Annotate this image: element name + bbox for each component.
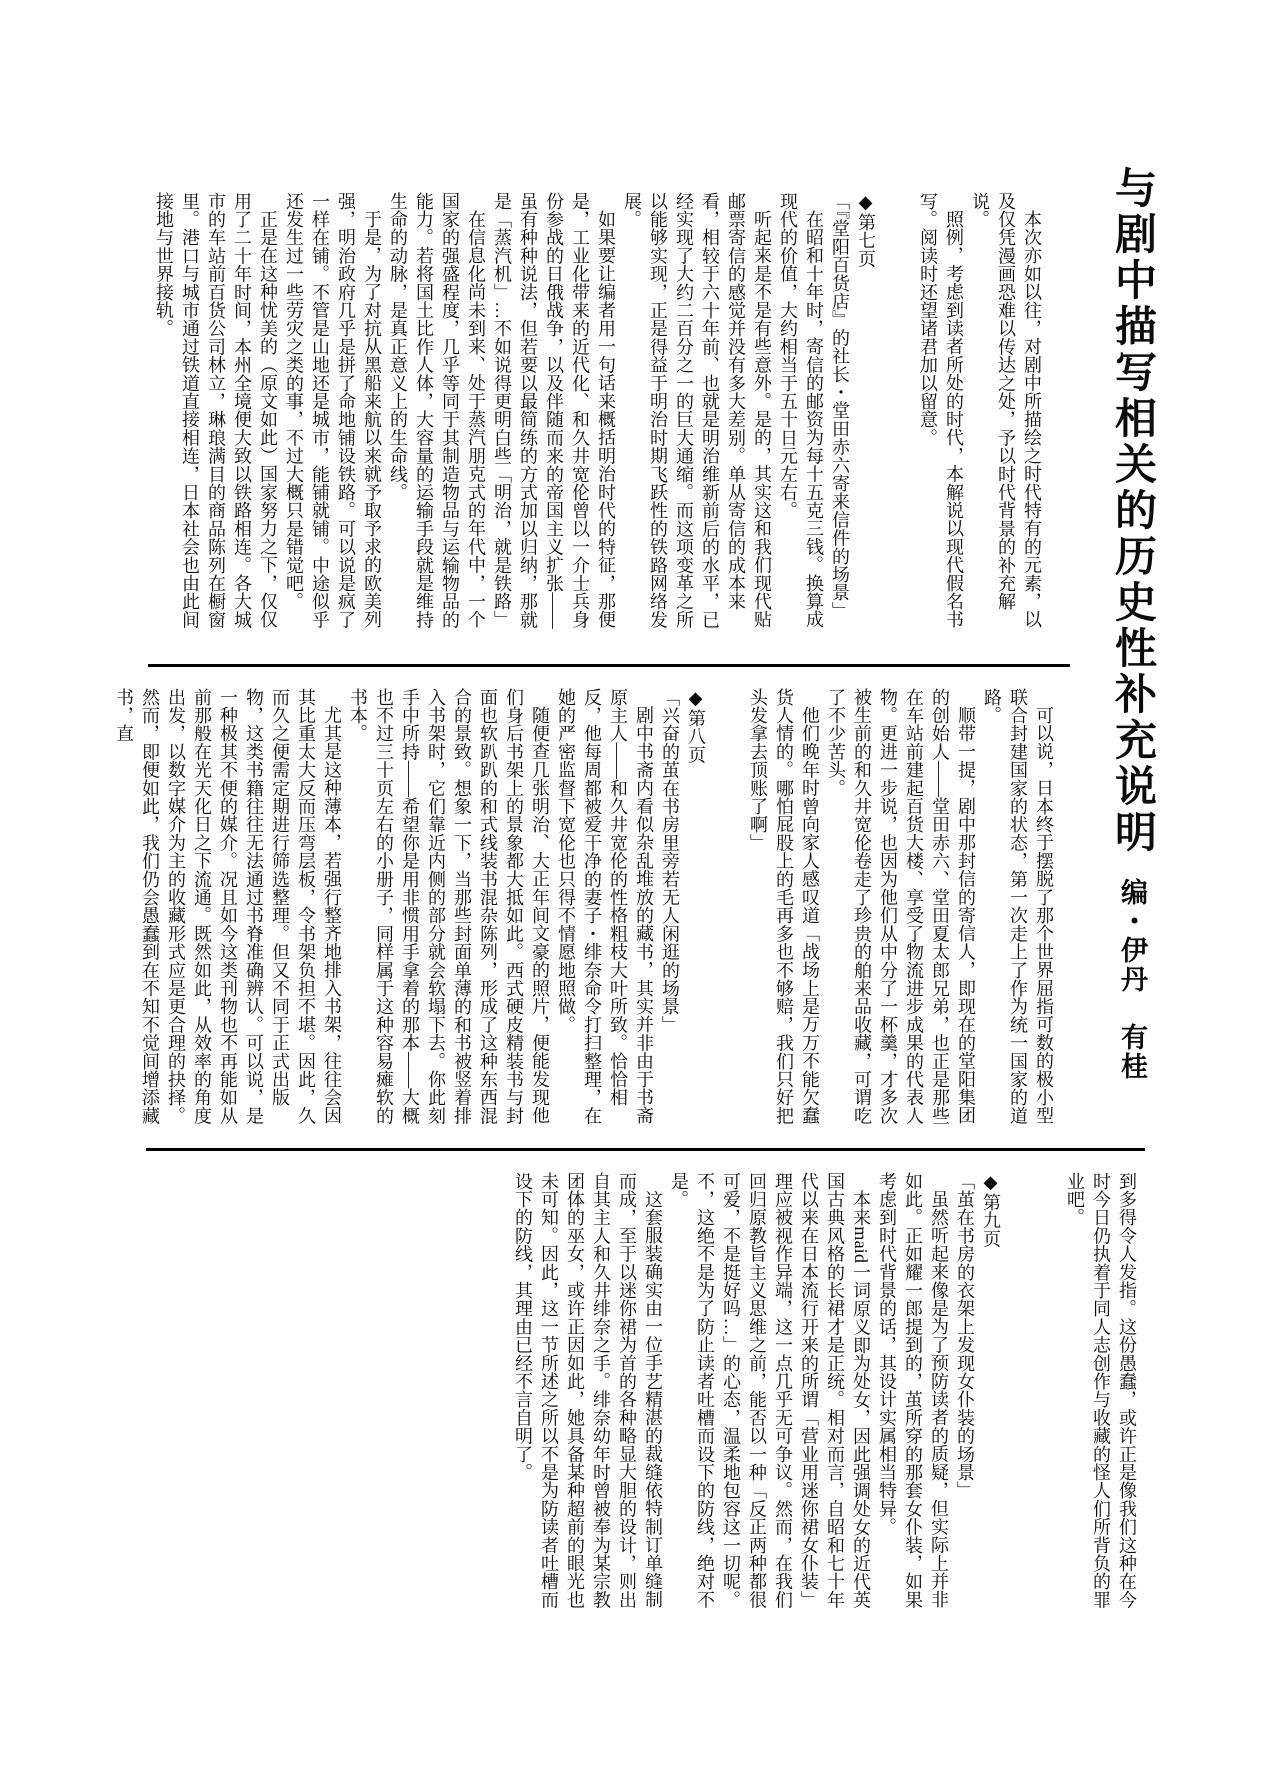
section-header: ◆第八页 xyxy=(686,688,706,764)
section-subtitle: 「茧在书房的衣架上发现女仆装的场景」 xyxy=(955,1172,975,1500)
paragraph: 在信息化尚未到来、处于蒸汽朋克式的年代中，一个国家的强盛程度，几乎等同于其制造物品与运输物品的能力。若将国土比作人体，大容量的运输手段就是维持生命的动脉，是真正意义上的生命线。 xyxy=(388,192,486,629)
paragraph: 在昭和十年时，寄信的邮资为每十五克三钱。换算成现代的价值，大约相当于五十日元左右。 xyxy=(778,192,824,629)
paragraph: 正是在这种忧美的（原文如此）国家努力之下，仅仅用了二十年时间，本州全境便大致以铁路相连。各大城市的车站前百货公司林立，琳琅满目的商品陈列在橱窗里。港口与城市通过铁道直接相连，日本社会也由此间接地与世界接轨。 xyxy=(154,192,278,629)
title-column xyxy=(1102,166,1162,1081)
paragraph: 随便查几张明治、大正年间文豪的照片，便能发现他们身后书架上的景象都大抵如此。西式硬皮精装书与封面也软趴趴的和式线装书混杂陈列，形成了这种东西混合的景致。想象一下，当那些封面单薄的和书被竖着排入书架时，它们靠近内侧的部分就会软塌下去。你此刻手中所持——希望你是用非惯用手拿着的那本——大概也不过三十页左右的小册子，同样属于这种容易瘫软的书本。 xyxy=(348,688,550,1125)
paragraph: 本次亦如以往，对剧中所描绘之时代特有的元素，以及仅凭漫画恐难以传达之处，予以时代背景的补充解说。 xyxy=(970,192,1042,629)
paragraph: 照例，考虑到读者所处的时代，本解说以现代假名书写。阅读时还望诸君加以留意。 xyxy=(918,192,964,629)
paragraph: 听起来是不是有些意外。是的，其实这和我们现代贴邮票寄信的感觉并没有多大差别。单从寄信的成本来看，相较于六十年前、也就是明治维新前后的水平，已经实现了大约二百分之一的巨大通缩。而这项变革之所以能够实现，正是得益于明治时期飞跃性的铁路网络发展。 xyxy=(622,192,772,629)
section-band-top xyxy=(151,192,1045,636)
section-band-middle xyxy=(111,688,1057,1132)
paragraph: 剧中书斋内看似杂乱堆放的藏书，其实并非由于书斋原主人——和久井宽伦的性格粗枝大叶所致。恰恰相反，他每周都被爱干净的妻子・绯奈命令打扫整理，在她的严密监督下宽伦也只得不情愿地照做。 xyxy=(556,688,654,1125)
paragraph: 这套服装确实由一位手艺精湛的裁缝依特制订单缝制而成，至于以迷你裙为首的各种略显大胆的设计，则出自其主人和久井绯奈之手。绯奈幼年时曾被奉为某宗教团体的巫女，或许正因如此，她具备某种超前的眼光也未可知。因此，这一节所述之所以不是为防读者吐槽而设下的防线，其理由已经不言自明了。 xyxy=(513,1172,663,1609)
section-divider-1 xyxy=(148,664,1070,667)
page-title: 与剧中描写相关的历史性补充说明 xyxy=(1109,166,1155,856)
section-subtitle: 「『堂阳百货店』的社长・堂田赤六寄来信件的场景」 xyxy=(830,192,850,620)
paragraph: 可以说，日本终于摆脱了那个世界屈指可数的极小型联合封建国家的状态，第一次走上了作为统一国家的道路。 xyxy=(982,688,1054,1125)
section-header: ◆第九页 xyxy=(981,1172,1001,1248)
paragraph: 本来maid一词原义即为处女，因此强调处女的近代英国古典风格的长裙才是正统。相对而言，自昭和七十年代以来在日本流行开来的所谓「营业用迷你裙女仆装」理应被视作异端，这一点几乎无可争议。然而，在我们回归原教旨主义思维之前，能否以一种「反正两种都很可爱，不是挺好吗…」的心态，温柔地包容这一切呢。不，这绝不是为了防止读者吐槽而设下的防线，绝对不是。 xyxy=(669,1172,871,1609)
paragraph: 虽然听起来像是为了预防读者的质疑，但实际上并非如此。正如耀一郎提到的，茧所穿的那套女仆装，如果考虑到时代背景的话，其设计实属相当特异。 xyxy=(877,1172,949,1609)
paragraph: 于是，为了对抗从黑船来航以来就予取予求的欧美列强，明治政府几乎是拼了命地铺设铁路。可以说是疯了一样在铺。不管是山地还是城市，能铺就铺。中途似乎还发生过一些劳灾之类的事，不过大概只是错觉吧。 xyxy=(284,192,382,629)
section-divider-2 xyxy=(146,1148,1145,1151)
editor-credit: 编・伊丹 有桂 xyxy=(1117,878,1147,1081)
paragraph: 顺带一提，剧中那封信的寄信人，即现在的堂阳集团的创始人——堂田赤六、堂田夏太郎兄弟，也正是那些在车站前建起百货大楼、享受了物流进步成果的代表人物。更进一步说，也因为他们从中分了一杯羹，才多次被生前的和久井宽伦卷走了珍贵的舶来品收藏，可谓吃了不少苦头。 xyxy=(826,688,976,1125)
paragraph: 到多得令人发指。这份愚蠢，或许正是像我们这种在今时今日仍执着于同人志创作与收藏的怪人们所背负的罪业吧。 xyxy=(1065,1172,1137,1609)
section-header: ◆第七页 xyxy=(856,192,876,268)
paragraph: 如果要让编者用一句话来概括明治时代的特征，那便是，工业化带来的近代化、和久井宽伦曾以一介士兵身份参战的日俄战争，以及伴随而来的帝国主义扩张——虽有种种说法，但若要以最简练的方式加以归纳，那就是「蒸汽机」…不如说得更明白些「明治，就是铁路」 xyxy=(492,192,616,629)
section-band-bottom xyxy=(510,1172,1140,1616)
paragraph: 尤其是这种薄本，若强行整齐地排入书架，往往会因其比重太大反而压弯层板，令书架负担不堪。因此，久而久之便需定期进行筛选整理。但又不同于正式出版物，这类书籍往往无法通过书脊准确辨认。可以说，是一种极其不便的媒介。况且如今这类刊物也不再能如从前那般在光天化日之下流通。既然如此，从效率的角度出发，以数字媒介为主的收藏形式应是更合理的抉择。然而，即便如此，我们仍会愚蠢到在不知不觉间增添藏书，直 xyxy=(114,688,342,1125)
paragraph: 他们晚年时曾向家人感叹道「战场上是万万不能欠蠢货人情的。哪怕屁股上的毛再多也不够赔，我们只好把头发拿去顶账了啊」 xyxy=(748,688,820,1125)
section-subtitle: 「兴奋的茧在书房里旁若无人闲逛的场景」 xyxy=(660,688,680,1034)
